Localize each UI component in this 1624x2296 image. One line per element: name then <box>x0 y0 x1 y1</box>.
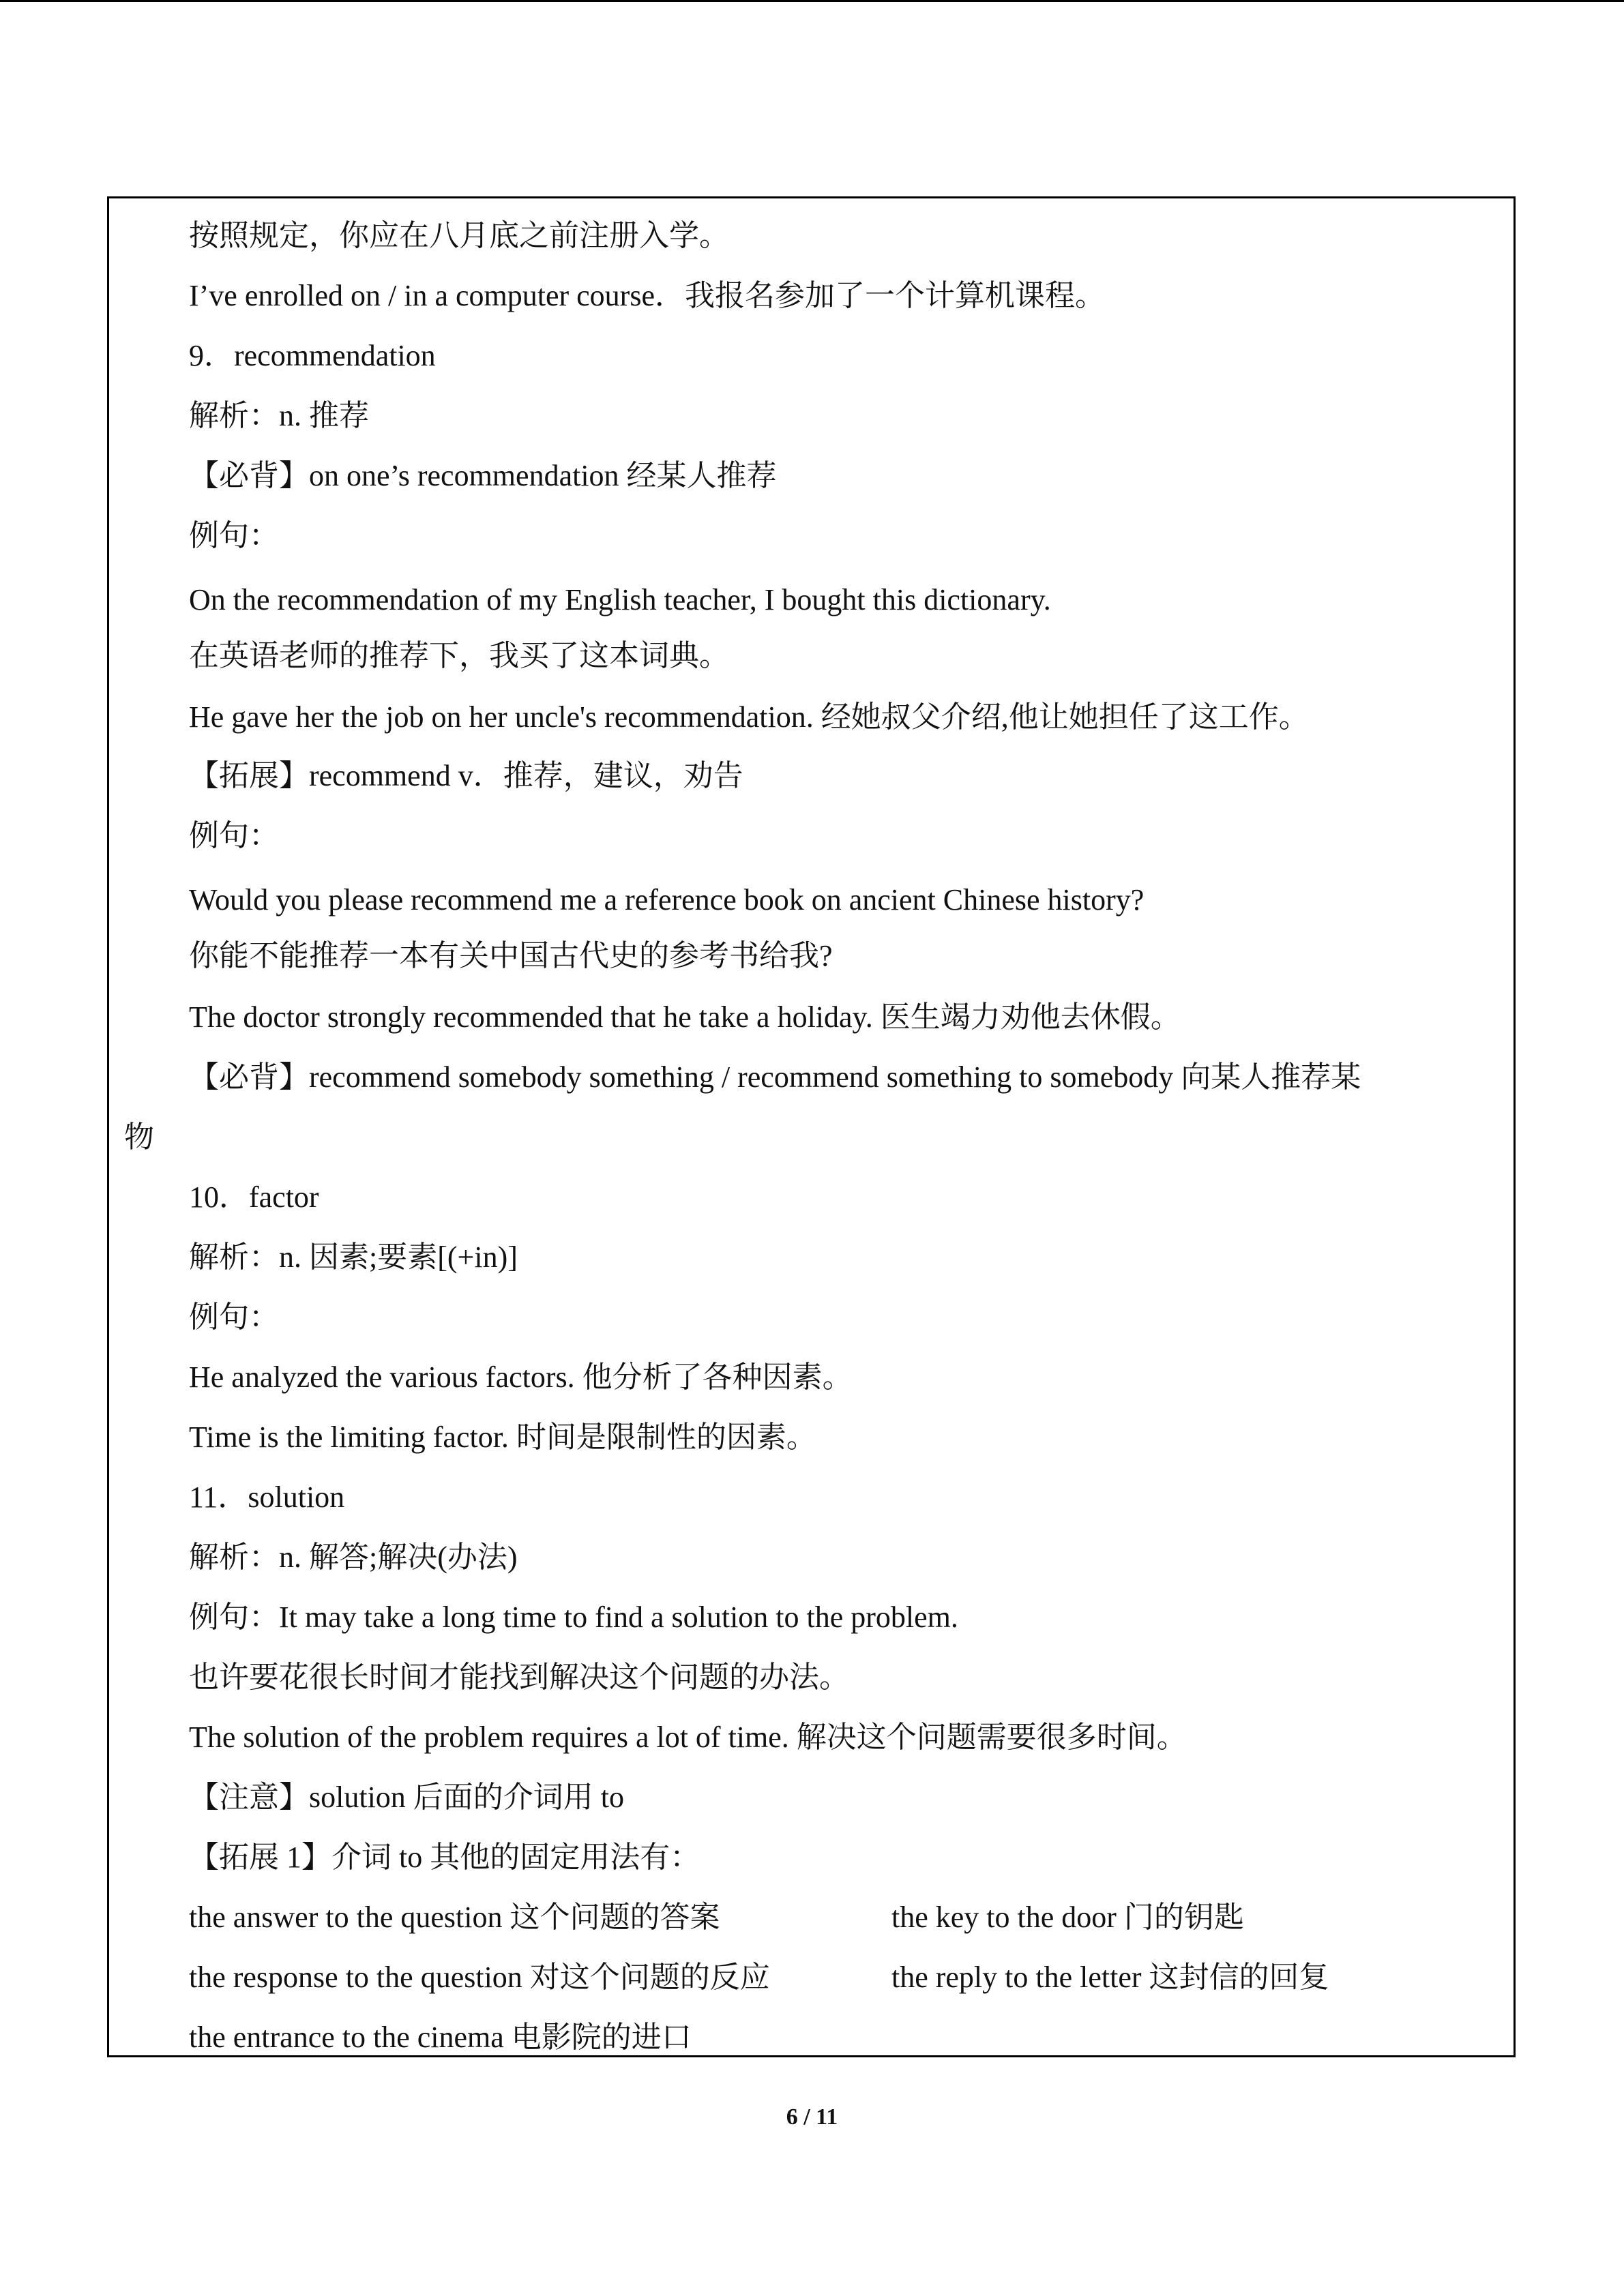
text-line: 【必背】on one’s recommendation 经某人推荐 <box>189 459 777 492</box>
text-line: Time is the limiting factor. 时间是限制性的因素。 <box>189 1420 816 1454</box>
text-line: 在英语老师的推荐下，我买了这本词典。 <box>189 639 729 672</box>
page-number: 6 / 11 <box>786 2104 838 2130</box>
text-line: 例句： <box>189 519 279 552</box>
pair-right: the reply to the letter 这封信的回复 <box>891 1960 1329 1994</box>
text-line: I’ve enrolled on / in a computer course．我报名参加了一个计算机课程。 <box>189 279 1105 312</box>
pair-right: the key to the door 门的钥匙 <box>891 1900 1244 1934</box>
text-line: 解析：n. 解答;解决(办法) <box>189 1540 518 1574</box>
text-line: 解析：n. 因素;要素[(+in)] <box>189 1240 518 1274</box>
pair-left: the entrance to the cinema 电影院的进口 <box>189 2021 692 2054</box>
pair-left: the answer to the question 这个问题的答案 <box>189 1900 720 1934</box>
text-line: 【拓展 1】介词 to 其他的固定用法有： <box>189 1840 700 1874</box>
text-line: 你能不能推荐一本有关中国古代史的参考书给我? <box>189 939 833 972</box>
top-rule <box>0 0 1624 2</box>
entry-heading: 10．factor <box>189 1180 319 1214</box>
text-line: 按照规定，你应在八月底之前注册入学。 <box>189 219 729 252</box>
text-line: He gave her the job on her uncle's recommendation. 经她叔父介绍,他让她担任了这工作。 <box>189 700 1309 734</box>
text-line: 也许要花很长时间才能找到解决这个问题的办法。 <box>189 1660 849 1694</box>
text-line: On the recommendation of my English teacher, I bought this dictionary. <box>189 583 1051 616</box>
text-line: Would you please recommend me a reference book on ancient Chinese history? <box>189 883 1145 916</box>
text-line: 例句：It may take a long time to find a solution to the problem. <box>189 1600 958 1634</box>
text-line: He analyzed the various factors. 他分析了各种因素。 <box>189 1360 853 1394</box>
pair-left: the response to the question 对这个问题的反应 <box>189 1960 770 1994</box>
text-line: The solution of the problem requires a lot of time. 解决这个问题需要很多时间。 <box>189 1720 1187 1754</box>
text-line: 【拓展】recommend v．推荐，建议，劝告 <box>189 759 743 792</box>
entry-heading: 11．solution <box>189 1480 345 1514</box>
text-line: 物 <box>124 1120 154 1154</box>
text-line: The doctor strongly recommended that he take a holiday. 医生竭力劝他去休假。 <box>189 1000 1181 1034</box>
text-line: 解析：n. 推荐 <box>189 399 369 432</box>
text-line: 例句： <box>189 1300 279 1334</box>
text-line: 例句： <box>189 819 279 852</box>
entry-heading: 9．recommendation <box>189 339 436 372</box>
text-line: 【注意】solution 后面的介词用 to <box>189 1780 625 1814</box>
text-line: 【必背】recommend somebody something / recommend something to somebody 向某人推荐某 <box>189 1060 1361 1094</box>
